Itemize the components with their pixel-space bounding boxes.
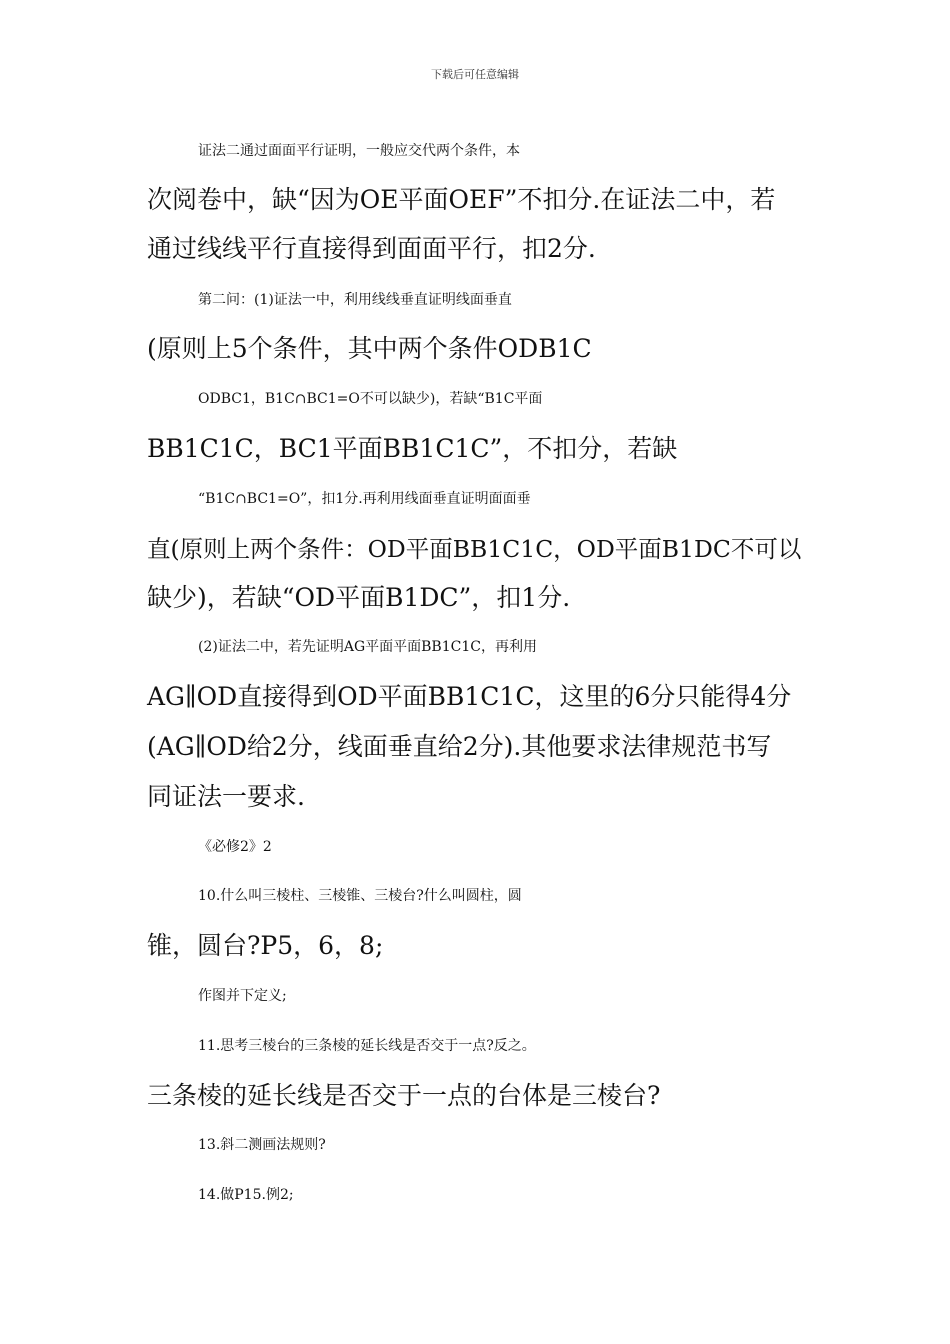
- question-line: 14.做P15.例2;: [198, 1187, 294, 1203]
- question-line: 锥，圆台?P5，6，8;: [147, 931, 384, 960]
- question-line: 13.斜二测画法规则?: [198, 1137, 326, 1153]
- paragraph-line: 第二问：(1)证法一中，利用线线垂直证明线面垂直: [198, 292, 512, 308]
- page-header: 下载后可任意编辑: [431, 68, 519, 81]
- paragraph-line: (2)证法二中，若先证明AG平面平面BB1C1C，再利用: [198, 639, 537, 655]
- paragraph-line: 直(原则上两个条件：OD平面BB1C1C，OD平面B1DC不可以: [147, 535, 802, 563]
- paragraph-line: AG∥OD直接得到OD平面BB1C1C，这里的6分只能得4分: [147, 682, 792, 711]
- question-line: 11.思考三棱台的三条棱的延长线是否交于一点?反之。: [198, 1038, 536, 1054]
- paragraph-line: 通过线线平行直接得到面面平行，扣2分.: [147, 234, 596, 263]
- paragraph-line: 证法二通过面面平行证明，一般应交代两个条件，本: [198, 143, 520, 159]
- paragraph-line: (原则上5个条件，其中两个条件ODB1C: [147, 334, 592, 363]
- paragraph-line: “B1C∩BC1=O”，扣1分.再利用线面垂直证明面面垂: [198, 491, 531, 507]
- paragraph-line: (AG∥OD给2分，线面垂直给2分).其他要求法律规范书写: [147, 732, 772, 761]
- question-line: 作图并下定义;: [198, 988, 287, 1004]
- paragraph-line: ODBC1，B1C∩BC1=O不可以缺少)，若缺“B1C平面: [198, 391, 543, 407]
- question-line: 三条棱的延长线是否交于一点的台体是三棱台?: [147, 1081, 661, 1110]
- paragraph-line: BB1C1C，BC1平面BB1C1C”，不扣分，若缺: [147, 434, 678, 463]
- section-title: 《必修2》2: [198, 839, 272, 855]
- paragraph-line: 缺少)，若缺“OD平面B1DC”，扣1分.: [147, 583, 571, 612]
- paragraph-line: 次阅卷中，缺“因为OE平面OEF”不扣分.在证法二中，若: [147, 185, 776, 214]
- question-line: 10.什么叫三棱柱、三棱锥、三棱台?什么叫圆柱，圆: [198, 888, 522, 904]
- paragraph-line: 同证法一要求.: [147, 782, 305, 811]
